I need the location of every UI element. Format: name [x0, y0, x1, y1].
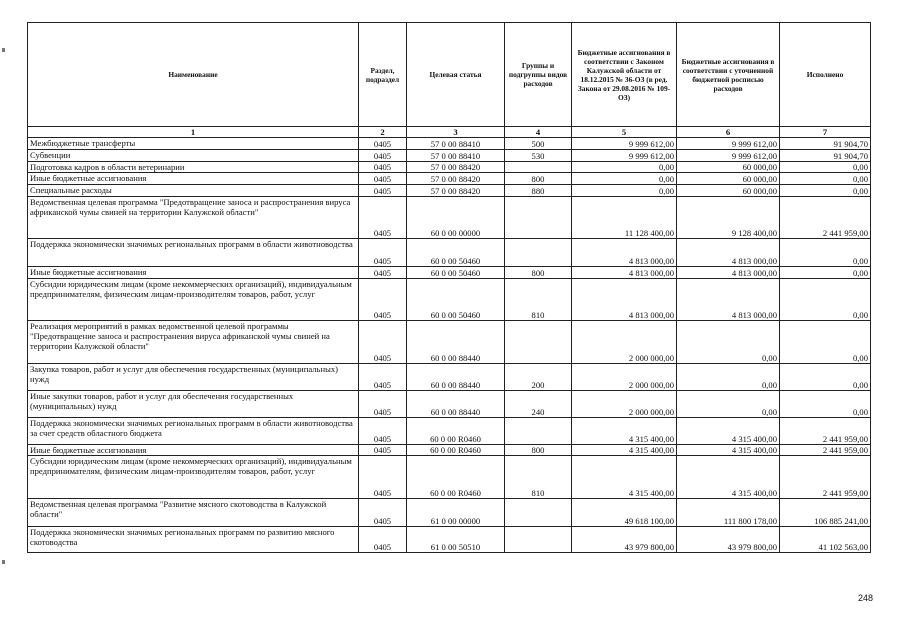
row-executed: 0,00 [780, 321, 871, 364]
row-executed: 2 441 959,00 [780, 197, 871, 239]
header-refined-allocations: Бюджетные ассигнования в соответствии с уточненной бюджетной росписью расходов [677, 23, 780, 127]
row-refined-allocation: 4 315 400,00 [677, 418, 780, 445]
row-name: Субсидии юридическим лицам (кроме некоммерческих организаций), индивидуальным предпринимателям, физическим лицам-производителям товаров, работ, услуг [28, 279, 359, 321]
row-name: Иные бюджетные ассигнования [28, 173, 359, 185]
row-name: Подготовка кадров в области ветеринарии [28, 162, 359, 173]
column-number: 2 [359, 127, 407, 138]
row-target: 57 0 00 88420 [407, 173, 505, 185]
table-row [28, 173, 871, 185]
row-target: 60 0 00 00000 [407, 197, 505, 239]
row-section: 0405 [359, 239, 407, 267]
budget-table [27, 22, 871, 553]
row-section: 0405 [359, 279, 407, 321]
row-name: Ведомственная целевая программа "Предотвращение заноса и распространения вируса африканской чумы свиней на территории Калужской области" [28, 197, 359, 239]
row-target: 60 0 00 88440 [407, 391, 505, 418]
row-executed: 2 441 959,00 [780, 456, 871, 499]
row-target: 57 0 00 88420 [407, 185, 505, 197]
scan-margin-mark [2, 48, 5, 52]
row-target: 61 0 00 50510 [407, 527, 505, 553]
row-group: 800 [505, 267, 572, 279]
row-executed: 0,00 [780, 173, 871, 185]
row-group [505, 197, 572, 239]
row-target: 60 0 00 R0460 [407, 418, 505, 445]
row-refined-allocation: 60 000,00 [677, 185, 780, 197]
row-group: 810 [505, 456, 572, 499]
row-section: 0405 [359, 445, 407, 456]
row-executed: 0,00 [780, 364, 871, 391]
table-row [28, 321, 871, 364]
table-row [28, 197, 871, 239]
column-number: 3 [407, 127, 505, 138]
row-name: Иные бюджетные ассигнования [28, 445, 359, 456]
row-law-allocation: 43 979 800,00 [572, 527, 677, 553]
row-law-allocation: 4 813 000,00 [572, 267, 677, 279]
header-law-allocations: Бюджетные ассигнования в соответствии с Законом Калужской области от 18.12.2015 № 36-ОЗ (в ред. Закона от 29.08.2016 № 109-ОЗ) [572, 23, 677, 127]
row-section: 0405 [359, 197, 407, 239]
row-group: 200 [505, 364, 572, 391]
row-group [505, 321, 572, 364]
row-law-allocation: 2 000 000,00 [572, 364, 677, 391]
row-refined-allocation: 4 813 000,00 [677, 267, 780, 279]
page-number: 248 [858, 593, 874, 603]
row-group: 530 [505, 150, 572, 162]
row-law-allocation: 49 618 100,00 [572, 499, 677, 527]
row-law-allocation: 11 128 400,00 [572, 197, 677, 239]
row-refined-allocation: 4 813 000,00 [677, 239, 780, 267]
table-row [28, 185, 871, 197]
row-refined-allocation: 0,00 [677, 391, 780, 418]
row-name: Ведомственная целевая программа "Развитие мясного скотоводства в Калужской области" [28, 499, 359, 527]
row-target: 57 0 00 88420 [407, 162, 505, 173]
header-name: Наименование [28, 23, 359, 127]
table-row [28, 364, 871, 391]
header-section: Раздел, подраздел [359, 23, 407, 127]
row-executed: 0,00 [780, 267, 871, 279]
row-section: 0405 [359, 150, 407, 162]
row-law-allocation: 2 000 000,00 [572, 321, 677, 364]
column-number: 5 [572, 127, 677, 138]
row-target: 57 0 00 88410 [407, 138, 505, 150]
row-refined-allocation: 0,00 [677, 364, 780, 391]
table-row [28, 527, 871, 553]
row-name: Поддержка экономически значимых региональных программ в области животноводства за счет средств областного бюджета [28, 418, 359, 445]
row-target: 61 0 00 00000 [407, 499, 505, 527]
row-target: 60 0 00 50460 [407, 279, 505, 321]
row-refined-allocation: 4 813 000,00 [677, 279, 780, 321]
column-number: 6 [677, 127, 780, 138]
row-refined-allocation: 60 000,00 [677, 162, 780, 173]
row-refined-allocation: 9 999 612,00 [677, 138, 780, 150]
scan-margin-mark [2, 560, 5, 564]
row-law-allocation: 4 813 000,00 [572, 279, 677, 321]
row-target: 60 0 00 88440 [407, 364, 505, 391]
row-section: 0405 [359, 364, 407, 391]
row-section: 0405 [359, 527, 407, 553]
column-number: 4 [505, 127, 572, 138]
row-law-allocation: 4 813 000,00 [572, 239, 677, 267]
budget-table-body [28, 23, 871, 553]
row-section: 0405 [359, 162, 407, 173]
row-section: 0405 [359, 418, 407, 445]
row-executed: 0,00 [780, 391, 871, 418]
row-name: Субвенции [28, 150, 359, 162]
header-executed: Исполнено [780, 23, 871, 127]
row-law-allocation: 0,00 [572, 185, 677, 197]
row-law-allocation: 0,00 [572, 162, 677, 173]
row-refined-allocation: 4 315 400,00 [677, 456, 780, 499]
table-row [28, 239, 871, 267]
column-number: 1 [28, 127, 359, 138]
row-group: 880 [505, 185, 572, 197]
table-row [28, 391, 871, 418]
row-target: 57 0 00 88410 [407, 150, 505, 162]
table-row [28, 418, 871, 445]
row-executed: 41 102 563,00 [780, 527, 871, 553]
header-target: Целевая статья [407, 23, 505, 127]
row-executed: 91 904,70 [780, 138, 871, 150]
row-group: 240 [505, 391, 572, 418]
row-target: 60 0 00 88440 [407, 321, 505, 364]
row-refined-allocation: 60 000,00 [677, 173, 780, 185]
row-executed: 0,00 [780, 185, 871, 197]
row-name: Реализация мероприятий в рамках ведомственной целевой программы "Предотвращение заноса и распространения вируса африканской чумы свиней на территории Калужской области" [28, 321, 359, 364]
row-target: 60 0 00 R0460 [407, 456, 505, 499]
row-executed: 2 441 959,00 [780, 445, 871, 456]
table-row [28, 162, 871, 173]
row-group: 500 [505, 138, 572, 150]
row-name: Субсидии юридическим лицам (кроме некоммерческих организаций), индивидуальным предпринимателям, физическим лицам-производителям товаров, работ, услуг [28, 456, 359, 499]
row-refined-allocation: 111 800 178,00 [677, 499, 780, 527]
row-section: 0405 [359, 267, 407, 279]
row-name: Иные закупки товаров, работ и услуг для обеспечения государственных (муниципальных) нужд [28, 391, 359, 418]
row-law-allocation: 0,00 [572, 173, 677, 185]
row-executed: 91 904,70 [780, 150, 871, 162]
row-executed: 0,00 [780, 279, 871, 321]
row-law-allocation: 4 315 400,00 [572, 418, 677, 445]
row-group [505, 418, 572, 445]
table-row [28, 150, 871, 162]
row-refined-allocation: 43 979 800,00 [677, 527, 780, 553]
row-law-allocation: 4 315 400,00 [572, 456, 677, 499]
row-section: 0405 [359, 185, 407, 197]
row-name: Специальные расходы [28, 185, 359, 197]
row-group [505, 527, 572, 553]
row-executed: 0,00 [780, 239, 871, 267]
row-group [505, 162, 572, 173]
row-name: Поддержка экономически значимых региональных программ в области животноводства [28, 239, 359, 267]
row-law-allocation: 2 000 000,00 [572, 391, 677, 418]
table-row [28, 267, 871, 279]
row-section: 0405 [359, 456, 407, 499]
row-law-allocation: 9 999 612,00 [572, 150, 677, 162]
row-executed: 0,00 [780, 162, 871, 173]
table-row [28, 279, 871, 321]
row-group: 800 [505, 445, 572, 456]
row-section: 0405 [359, 321, 407, 364]
row-name: Межбюджетные трансферты [28, 138, 359, 150]
row-name: Иные бюджетные ассигнования [28, 267, 359, 279]
row-executed: 106 885 241,00 [780, 499, 871, 527]
row-law-allocation: 9 999 612,00 [572, 138, 677, 150]
row-target: 60 0 00 R0460 [407, 445, 505, 456]
row-group [505, 239, 572, 267]
table-row [28, 138, 871, 150]
column-number: 7 [780, 127, 871, 138]
row-refined-allocation: 9 128 400,00 [677, 197, 780, 239]
table-row [28, 445, 871, 456]
row-executed: 2 441 959,00 [780, 418, 871, 445]
row-section: 0405 [359, 499, 407, 527]
row-refined-allocation: 4 315 400,00 [677, 445, 780, 456]
row-name: Поддержка экономически значимых региональных программ по развитию мясного скотоводства [28, 527, 359, 553]
row-group [505, 499, 572, 527]
column-number-row [28, 127, 871, 138]
row-group: 800 [505, 173, 572, 185]
row-target: 60 0 00 50460 [407, 239, 505, 267]
row-refined-allocation: 9 999 612,00 [677, 150, 780, 162]
row-section: 0405 [359, 173, 407, 185]
row-group: 810 [505, 279, 572, 321]
row-law-allocation: 4 315 400,00 [572, 445, 677, 456]
row-refined-allocation: 0,00 [677, 321, 780, 364]
row-section: 0405 [359, 138, 407, 150]
row-section: 0405 [359, 391, 407, 418]
header-group: Группы и подгруппы видов расходов [505, 23, 572, 127]
table-row [28, 499, 871, 527]
row-name: Закупка товаров, работ и услуг для обеспечения государственных (муниципальных) нужд [28, 364, 359, 391]
table-row [28, 456, 871, 499]
row-target: 60 0 00 50460 [407, 267, 505, 279]
header-row [28, 23, 871, 127]
